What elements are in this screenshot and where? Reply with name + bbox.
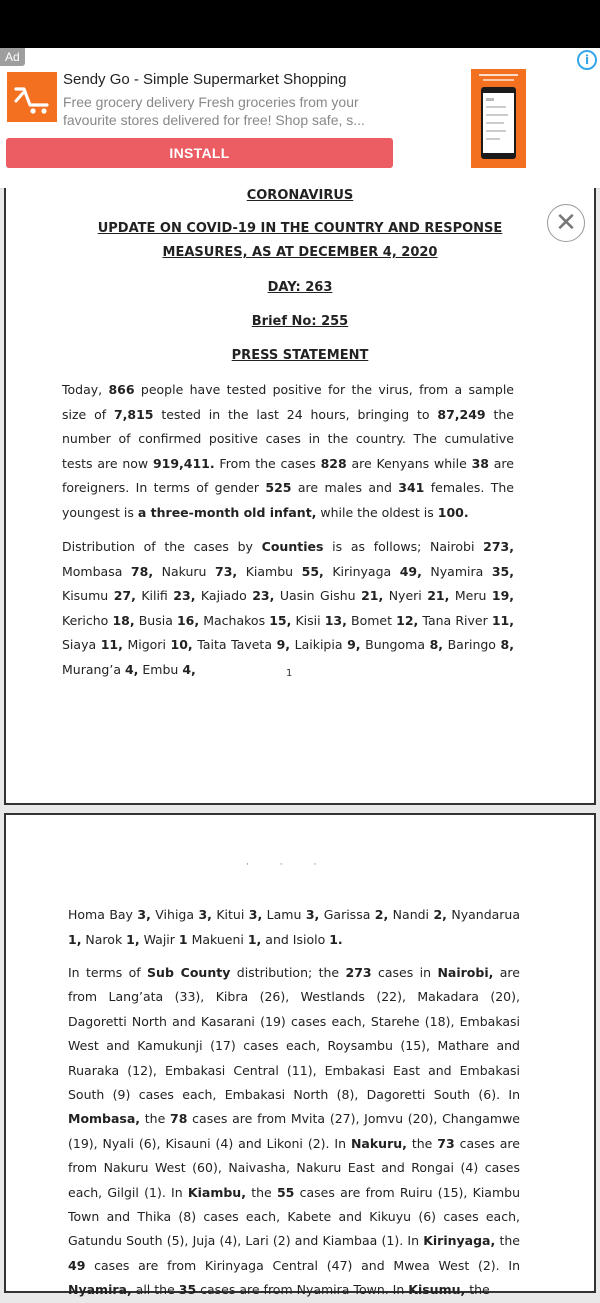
status-bar [0, 0, 600, 48]
doc-heading-update-line1: UPDATE ON COVID-19 IN THE COUNTRY AND RESPONSE [97, 221, 503, 236]
doc-paragraph-subcounties: In terms of Sub County distribution; the 273 cases in Nairobi, are from Lang’ata (33), Kibra (26), Westlands (22), Makadara (20), Dagoretti North and Kasarani (19) cases each, Starehe (18), Embakasi West and Kamukunji (17) cases each, Roysambu (15), Mathare and Ruaraka (12), Embakasi Central (11), Embakasi East and Embakasi South (9) cases each, Embakasi North (8), Dagoretti South (6). In Mombasa, the 78 cases are from Mvita (27), Jomvu (20), Changamwe (19), Nyali (6), Kisauni (4) and Likoni (2). In Nakuru, the 73 cases are from Nakuru West (60), Naivasha, Nakuru East and Rongai (4) cases each, Gilgil (1). In Kiambu, the 55 cases are from Ruiru (15), Kiambu Town and Thika (8) cases each, Kabete and Kikuyu (6) cases each, Gatundu South (5), Juja (4), Lari (2) and Kiambaa (1). In Kirinyaga, the 49 cases are from Kirinyaga Central (47) and Mwea West (2). In Nyamira, all the 35 cases are from Nyamira Town. In Kisumu, the [68, 965, 520, 1298]
scan-marks: · · · [246, 860, 331, 870]
info-icon[interactable]: i [577, 50, 597, 70]
ad-title[interactable]: Sendy Go - Simple Supermarket Shopping [63, 71, 347, 88]
ad-tag: Ad [0, 48, 25, 66]
doc-brief-number: Brief No: 255 [251, 314, 349, 329]
doc-paragraph-summary: Today, 866 people have tested positive for the virus, from a sample size of 7,815 tested in the last 24 hours, bringing to 87,249 the number of confirmed positive cases in the country. The cumulative tests are now 919,411. From the cases 828 are Kenyans while 38 are foreigners. In terms of gender 525 are males and 341 females. The youngest is a three-month old infant, while the oldest is 100. [62, 382, 514, 520]
doc-page-number: 1 [286, 668, 293, 679]
app-screenshot-thumbnail[interactable] [471, 69, 526, 168]
close-button[interactable]: ✕ [547, 204, 585, 242]
doc-paragraph-counties: Distribution of the cases by Counties is as follows; Nairobi 273, Mombasa 78, Nakuru 73, Kiambu 55, Kirinyaga 49, Nyamira 35, Kisumu 27, Kilifi 23, Kajiado 23, Uasin Gishu 21, Nyeri 21, Meru 19, Kericho 18, Busia 16, Machakos 15, Kisii 13, Bomet 12, Tana River 11, Siaya 11, Migori 10, Taita Taveta 9, Laikipia 9, Bungoma 8, Baringo 8, Murang’a 4, Embu 4, [62, 539, 515, 677]
ad-description[interactable]: Free grocery delivery Fresh groceries from your favourite stores delivered for free! Shop safe, s... [63, 94, 365, 128]
doc-day: DAY: 263 [267, 280, 333, 295]
doc-heading-coronavirus: CORONAVIRUS [246, 188, 354, 203]
doc-press-statement-heading: PRESS STATEMENT [231, 348, 369, 363]
ad-banner[interactable] [0, 48, 600, 189]
doc-paragraph-counties-continued: Homa Bay 3, Vihiga 3, Kitui 3, Lamu 3, Garissa 2, Nandi 2, Nyandarua 1, Narok 1, Wajir 1 Makueni 1, and Isiolo 1. [68, 907, 521, 947]
document-page-1[interactable] [4, 188, 596, 805]
app-logo-icon[interactable] [7, 72, 57, 122]
document-page-2[interactable] [4, 813, 596, 1298]
install-button[interactable]: INSTALL [6, 138, 393, 168]
doc-heading-update-line2: MEASURES, AS AT DECEMBER 4, 2020 [162, 245, 438, 260]
